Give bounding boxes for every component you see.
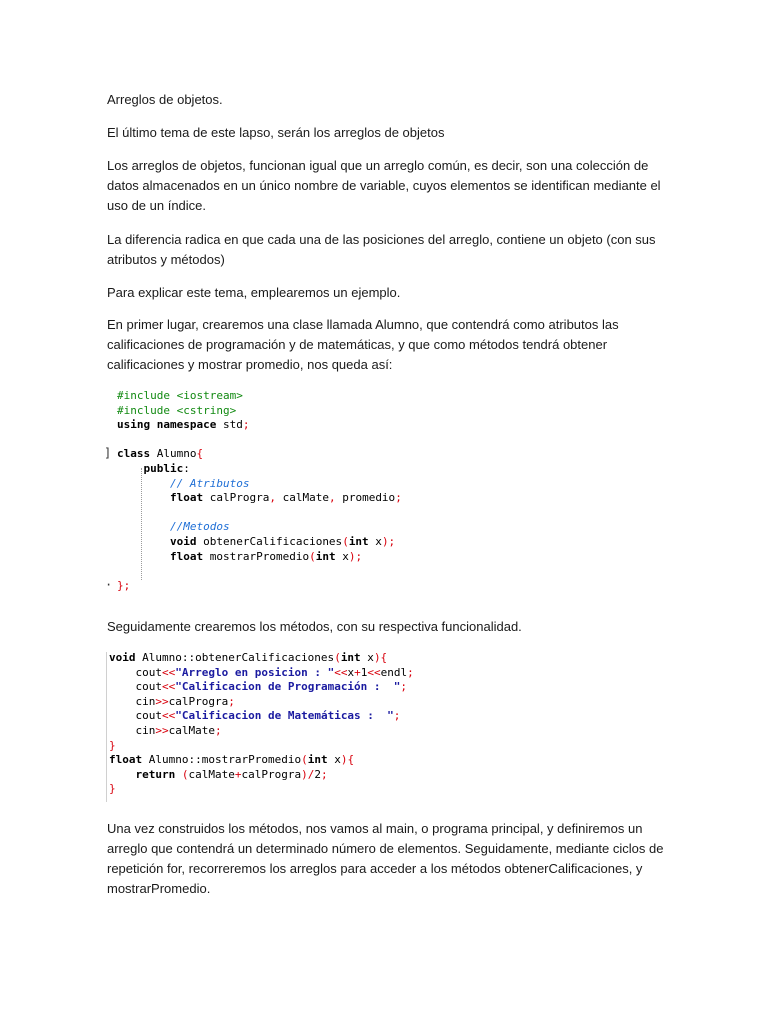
code-line: #include <iostream> bbox=[117, 389, 243, 402]
code-token: x bbox=[335, 549, 349, 563]
code-keyword: float bbox=[169, 491, 204, 505]
code-token: calProgra bbox=[241, 767, 302, 781]
code-token: calMate bbox=[275, 491, 329, 505]
code-keyword: using namespace bbox=[117, 418, 217, 432]
code-token: cout bbox=[135, 665, 162, 679]
code-keyword: float bbox=[109, 753, 143, 767]
code-token: x bbox=[327, 753, 341, 767]
code-token: endl bbox=[380, 665, 408, 679]
paragraph-intro: El último tema de este lapso, serán los arreglos de objetos bbox=[107, 125, 445, 140]
code-token: x bbox=[360, 651, 374, 664]
code-token: obtenerCalificaciones bbox=[196, 534, 343, 548]
code-token: calProgra bbox=[168, 694, 229, 708]
paragraph-difference: La diferencia radica en que cada una de las posiciones del arreglo, contiene un objeto (con sus atributos y métodos) bbox=[107, 232, 656, 267]
code-token: 1 bbox=[360, 665, 368, 679]
paragraph-main: Una vez construidos los métodos, nos vamos al main, o programa principal, y definiremos un arreglo que contendrá un determinado número de elementos. Seguidamente, mediante ciclos de repetición for, recorreremos los arreglos para acceder a los métodos obtenerCalificaciones, y mostrarPromedio. bbox=[107, 821, 664, 896]
code-keyword: return bbox=[135, 767, 176, 781]
code-token: cout bbox=[135, 680, 162, 694]
code-token: cin bbox=[135, 723, 156, 737]
code-string: "Calificacion de Programación : " bbox=[175, 680, 401, 694]
dot-marker: · bbox=[105, 578, 113, 592]
code-token: std bbox=[216, 418, 243, 432]
code-comment: //Metodos bbox=[169, 520, 230, 534]
code-token: x bbox=[368, 534, 382, 548]
code-keyword: void bbox=[109, 651, 136, 664]
paragraph-definition: Los arreglos de objetos, funcionan igual que un arreglo común, es decir, son una colección de datos almacenados en un único nombre de variable, cuyos elementos se identifican mediante el uso de un índice. bbox=[107, 158, 661, 213]
code-token: promedio bbox=[335, 491, 396, 505]
code-string: "Arreglo en posicion : " bbox=[175, 665, 335, 679]
paragraph-class-description: En primer lugar, crearemos una clase llamada Alumno, que contendrá como atributos las calificaciones de programación y de matemáticas, y que como métodos tendrá obtener calificaciones y mostrar promedio, nos queda así: bbox=[107, 317, 619, 372]
code-keyword: void bbox=[169, 534, 197, 548]
code-token: 2 bbox=[314, 767, 321, 781]
code-token: Alumno::mostrarPromedio bbox=[142, 753, 302, 767]
code-keyword: int bbox=[340, 651, 361, 664]
code-token: x bbox=[347, 665, 355, 679]
code-keyword: int bbox=[315, 549, 336, 563]
code-token: Alumno::obtenerCalificaciones bbox=[135, 651, 335, 664]
code-token: Alumno bbox=[150, 447, 197, 461]
code-keyword: float bbox=[169, 549, 204, 563]
code-token: calMate bbox=[188, 767, 235, 781]
code-token: cout bbox=[135, 709, 162, 723]
code-token: calMate bbox=[168, 723, 215, 737]
paragraph-example: Para explicar este tema, emplearemos un ejemplo. bbox=[107, 285, 401, 300]
code-keyword: int bbox=[307, 753, 328, 767]
code-keyword: public bbox=[143, 461, 184, 475]
code-block-methods: void Alumno::obtenerCalificaciones(int x){ cout<<"Arreglo en posicion : "<<x+1<<endl; cout<<"Calificacion de Programación : "; cin>>calProgra; cout<<"Calificacion de Matemáticas : "; cin>>calMate; } float Alumno::mostrarPromedio(int x){ return (calMate+calProgra)/2; } bbox=[109, 651, 414, 796]
code-token: cin bbox=[135, 694, 156, 708]
code-string: "Calificacion de Matemáticas : " bbox=[175, 709, 394, 723]
code-token: mostrarPromedio bbox=[203, 549, 310, 563]
paragraph-title: Arreglos de objetos. bbox=[107, 92, 223, 107]
code-keyword: int bbox=[348, 534, 369, 548]
code-comment: // Atributos bbox=[169, 476, 250, 490]
paragraph-methods: Seguidamente crearemos los métodos, con su respectiva funcionalidad. bbox=[107, 619, 522, 634]
code-line: #include <cstring> bbox=[117, 403, 237, 417]
code-keyword: class bbox=[117, 447, 151, 461]
indent-guide bbox=[141, 468, 142, 580]
code-block-class: #include <iostream> #include <cstring> using namespace std; class Alumno{ public: // Atributos float calProgra, calMate, promedio; //Metodos void obtenerCalificaciones(int x); float mostrarPromedio(int x); }; bbox=[117, 389, 402, 592]
code-token: calProgra bbox=[203, 491, 270, 505]
bracket-marker: ] bbox=[104, 446, 112, 460]
code-border bbox=[106, 652, 107, 802]
